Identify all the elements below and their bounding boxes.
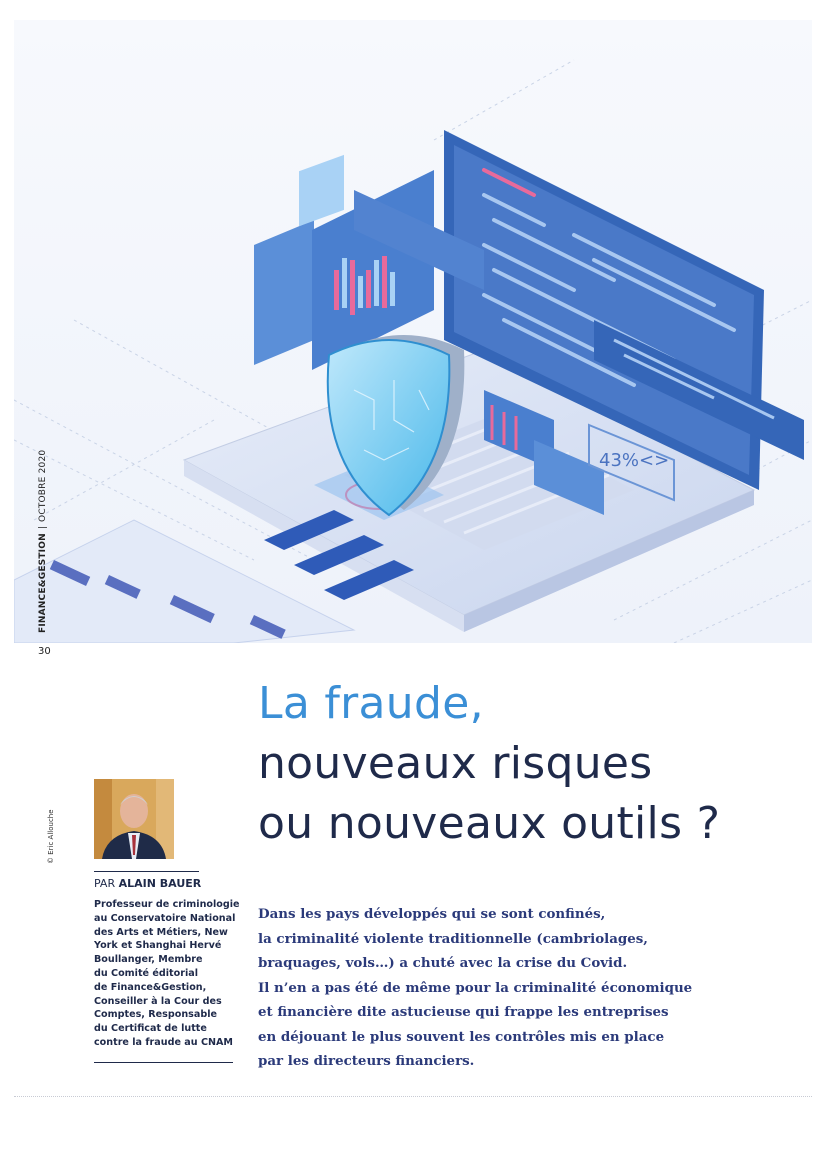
bio-line: contre la fraude au CNAM [94,1036,233,1048]
bio-line: du Comité éditorial [94,967,199,979]
byline [94,877,201,890]
bio-line: Boullanger, Membre [94,954,203,966]
lead-line: braquages, vols…) a chuté avec la crise du Covid. [258,955,628,971]
author-name: ALAIN BAUER [118,877,202,890]
lead-line: Dans les pays développés qui se sont confinés, [258,906,606,922]
screen-badge-text: 43%<> [599,450,670,471]
bio-line: Professeur de criminologie [94,899,240,910]
bio-underline [94,1062,233,1063]
author-divider [94,871,199,872]
bio-line: de Finance&Gestion, [94,981,207,993]
author-portrait [94,779,174,859]
page-number: 30 [38,646,51,657]
bio-line: York et Shanghai Hervé [94,940,222,952]
issue-date: OCTOBRE 2020 [38,449,48,522]
bio-line: Comptes, Responsable [94,1009,218,1021]
byline-prefix: PAR [94,877,116,890]
photo-credit: © Eric Allouche [47,809,55,864]
article-title [258,674,720,854]
publication-name: FINANCE&GESTION [38,533,48,633]
title-line-3: ou nouveaux outils ? [258,798,721,849]
lead-line: Il n’en a pas été de même pour la criminalité économique [258,979,693,996]
bio-line: au Conservatoire National [94,912,236,924]
hero-illustration [14,20,812,643]
folio-vertical [38,450,48,633]
bio-line: des Arts et Métiers, New [94,926,228,938]
author-bio [94,898,242,1050]
laptop-shield-security-icon [14,20,812,643]
bio-line: Conseiller à la Cour des [94,995,222,1007]
article-lead [258,902,738,1074]
lead-line: la criminalité violente traditionnelle (cambriolages, [258,930,648,947]
title-line-2: nouveaux risques [258,738,653,789]
bio-line: du Certificat de lutte [94,1023,207,1035]
page-bottom-divider [14,1096,812,1097]
title-line-1: La fraude, [258,678,484,729]
lead-line: en déjouant le plus souvent les contrôles mis en place [258,1028,665,1045]
lead-line: et financière dite astucieuse qui frappe les entreprises [258,1004,669,1020]
lead-line: par les directeurs financiers. [258,1053,475,1069]
folio-separator: | [38,525,48,530]
